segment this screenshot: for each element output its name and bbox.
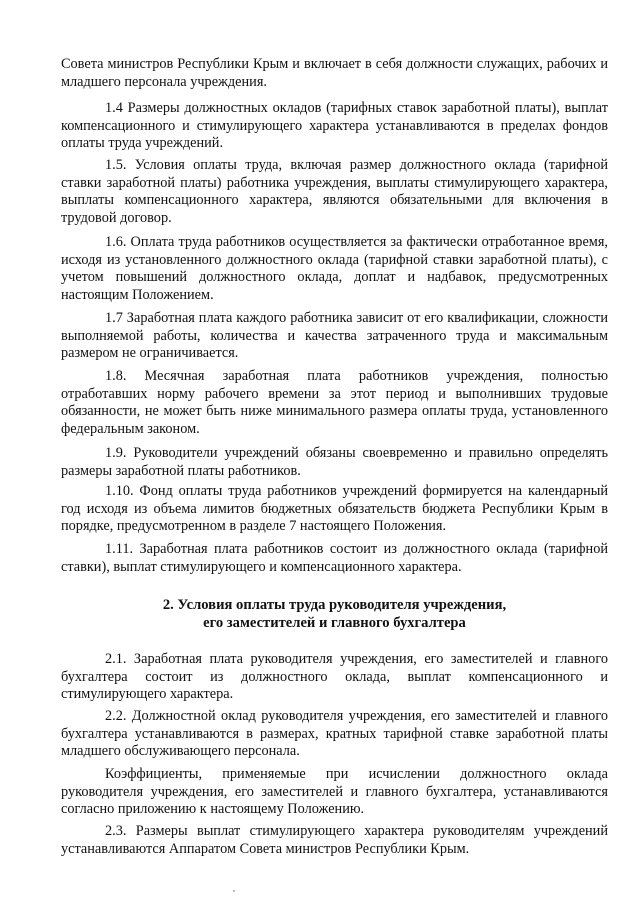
paragraph-1-8: 1.8. Месячная заработная плата работников учреждения, полностью отработавших норму рабочего времени за этот период и выполнивших трудовые обязанности, не может быть ниже минимального размера оплаты труда, установленного федеральным законом.	[61, 368, 608, 437]
paragraph-2-2: 2.2. Должностной оклад руководителя учреждения, его заместителей и главного бухгалтера устанавливаются в размерах, кратных тарифной ставке заработной платы младшего обслуживающего персонала.	[61, 708, 608, 760]
paragraph-2-3: 2.3. Размеры выплат стимулирующего характера руководителям учреждений устанавливаются Аппаратом Совета министров Республики Крым.	[61, 823, 608, 857]
paragraph-1-6: 1.6. Оплата труда работников осуществляется за фактически отработанное время, исходя из установленного должностного оклада (тарифной ставки заработной платы), с учетом повышений должностного оклада, доплат и надбавок, предусмотренных настоящим Положением.	[61, 234, 608, 303]
paragraph-1-10: 1.10. Фонд оплаты труда работников учреждений формируется на календарный год исходя из объема лимитов бюджетных обязательств бюджета Республики Крым в порядке, предусмотренном в разделе 7 настоящего Положения.	[61, 483, 608, 535]
paragraph-1-9: 1.9. Руководители учреждений обязаны своевременно и правильно определять размеры заработной платы работников.	[61, 445, 608, 479]
paragraph-continuation: Совета министров Республики Крым и включает в себя должности служащих, рабочих и младшего персонала учреждения.	[61, 56, 608, 90]
paragraph-1-5: 1.5. Условия оплаты труда, включая размер должностного оклада (тарифной ставки заработной платы) работника учреждения, выплаты стимулирующего характера, выплаты компенсационного характера, являются обязательными для включения в трудовой договор.	[61, 157, 608, 226]
section-heading	[61, 596, 608, 632]
paragraph-2-1: 2.1. Заработная плата руководителя учреждения, его заместителей и главного бухгалтера состоит из должностного оклада, выплат компенсационного и стимулирующего характера.	[61, 651, 608, 703]
section-heading-line1: 2. Условия оплаты труда руководителя учреждения,	[162, 597, 507, 613]
paragraph-coefficients: Коэффициенты, применяемые при исчислении должностного оклада руководителя учреждения, его заместителей и главного бухгалтера, устанавливаются согласно приложению к настоящему Положению.	[61, 766, 608, 818]
section-heading-line2: его заместителей и главного бухгалтера	[203, 615, 466, 631]
scan-speck	[233, 890, 235, 892]
paragraph-1-11: 1.11. Заработная плата работников состоит из должностного оклада (тарифной ставки), выплат стимулирующего и компенсационного характера.	[61, 541, 608, 575]
paragraph-1-4: 1.4 Размеры должностных окладов (тарифных ставок заработной платы), выплат компенсационного и стимулирующего характера устанавливаются в пределах фондов оплаты труда учреждений.	[61, 100, 608, 152]
paragraph-1-7: 1.7 Заработная плата каждого работника зависит от его квалификации, сложности выполняемой работы, количества и качества затраченного труда и максимальным размером не ограничивается.	[61, 310, 608, 362]
